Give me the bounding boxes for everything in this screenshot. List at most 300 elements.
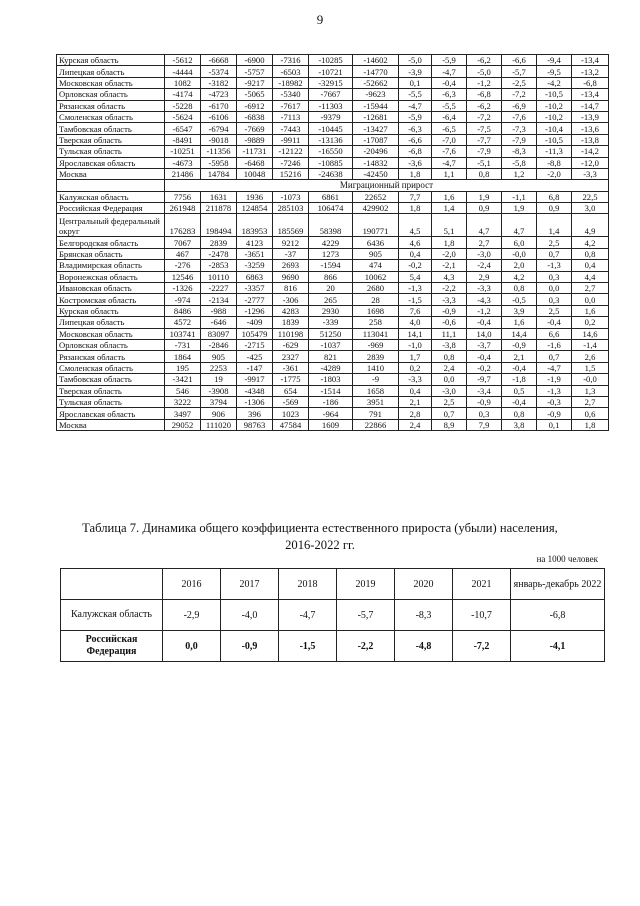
value-cell: -0,0 — [502, 248, 537, 259]
value-cell: 546 — [165, 385, 201, 396]
value-cell: 821 — [309, 351, 353, 362]
value-cell: 1,6 — [432, 191, 467, 202]
value-cell: -8491 — [165, 134, 201, 145]
value-cell: 98763 — [237, 419, 273, 430]
value-cell: -4,7 — [432, 66, 467, 77]
value-cell: -6668 — [201, 55, 237, 66]
table-row — [57, 328, 609, 339]
value-cell: -0,0 — [572, 374, 609, 385]
value-cell: -1594 — [309, 260, 353, 271]
value-cell: -3,3 — [572, 168, 609, 179]
value-cell: 9690 — [273, 271, 309, 282]
value-cell: -11356 — [201, 146, 237, 157]
value-cell: 3,0 — [572, 203, 609, 214]
table-row — [57, 339, 609, 350]
value-cell: -0,9 — [537, 408, 572, 419]
value-cell: 258 — [353, 317, 399, 328]
value-cell: -1775 — [273, 374, 309, 385]
value-cell: -1,3 — [399, 283, 432, 294]
value-cell: 11,1 — [432, 328, 467, 339]
value-cell: -974 — [165, 294, 201, 305]
value-cell: -9217 — [237, 77, 273, 88]
value-cell: -0,4 — [467, 351, 502, 362]
table-row — [57, 89, 609, 100]
value-cell: 4283 — [273, 305, 309, 316]
value-cell: -12,0 — [572, 157, 609, 168]
value-cell: -7,2 — [502, 89, 537, 100]
region-cell: Калужская область — [61, 600, 163, 631]
value-cell: -0,4 — [502, 396, 537, 407]
value-cell: -5,5 — [432, 100, 467, 111]
value-cell: -11,3 — [537, 146, 572, 157]
table-row — [57, 214, 609, 237]
value-cell: 0,8 — [467, 168, 502, 179]
value-cell: -1514 — [309, 385, 353, 396]
value-cell: -1037 — [309, 339, 353, 350]
value-cell: -0,5 — [502, 294, 537, 305]
value-cell: 190771 — [353, 214, 399, 237]
value-cell: -14602 — [353, 55, 399, 66]
value-cell: 10062 — [353, 271, 399, 282]
value-cell: 2,7 — [467, 237, 502, 248]
value-cell: -5,8 — [502, 157, 537, 168]
region-cell: Москва — [57, 168, 165, 179]
value-cell: 4,3 — [432, 271, 467, 282]
value-cell: -9917 — [237, 374, 273, 385]
value-cell: -7,2 — [467, 111, 502, 122]
value-cell: 0,2 — [399, 362, 432, 373]
value-cell: -3651 — [237, 248, 273, 259]
table-row — [57, 77, 609, 88]
value-cell: -306 — [273, 294, 309, 305]
value-cell: -1,3 — [537, 260, 572, 271]
value-cell: 0,1 — [537, 419, 572, 430]
value-cell: -12681 — [353, 111, 399, 122]
value-cell: 265 — [309, 294, 353, 305]
value-cell: -10721 — [309, 66, 353, 77]
value-cell: -8,3 — [502, 146, 537, 157]
table-row — [57, 408, 609, 419]
value-cell: 905 — [353, 248, 399, 259]
value-cell: -5,5 — [399, 89, 432, 100]
value-cell: -6,8 — [572, 77, 609, 88]
value-cell: -18982 — [273, 77, 309, 88]
value-cell: 0,8 — [432, 351, 467, 362]
value-cell: 285103 — [273, 203, 309, 214]
value-cell: -14,2 — [572, 146, 609, 157]
value-cell: -969 — [353, 339, 399, 350]
value-cell: -0,2 — [467, 362, 502, 373]
value-cell: 110198 — [273, 328, 309, 339]
value-cell: 6863 — [237, 271, 273, 282]
value-cell: -6,2 — [467, 55, 502, 66]
column-header: 2021 — [453, 569, 511, 600]
value-cell: -4,7 — [432, 157, 467, 168]
value-cell: -3,0 — [467, 248, 502, 259]
value-cell: 0,8 — [502, 408, 537, 419]
value-cell: 2,0 — [502, 260, 537, 271]
value-cell: 1,5 — [572, 362, 609, 373]
value-cell: -1,2 — [467, 77, 502, 88]
value-cell: -3259 — [237, 260, 273, 271]
table-row — [57, 283, 609, 294]
value-cell: -13,4 — [572, 55, 609, 66]
value-cell: -9 — [353, 374, 399, 385]
value-cell: 2,1 — [399, 396, 432, 407]
value-cell: 2,6 — [572, 351, 609, 362]
region-cell: Калужская область — [57, 191, 165, 202]
value-cell: 1410 — [353, 362, 399, 373]
value-cell: 0,7 — [537, 351, 572, 362]
value-cell: -7,6 — [502, 111, 537, 122]
value-cell: -1,2 — [467, 305, 502, 316]
value-cell: -5612 — [165, 55, 201, 66]
value-cell: 396 — [237, 408, 273, 419]
value-cell: -13,6 — [572, 123, 609, 134]
value-cell: -988 — [201, 305, 237, 316]
table-row — [57, 305, 609, 316]
table-row — [57, 374, 609, 385]
value-cell: 3,9 — [502, 305, 537, 316]
value-cell: -4174 — [165, 89, 201, 100]
table-row — [57, 385, 609, 396]
region-cell: Воронежская область — [57, 271, 165, 282]
value-cell: -2715 — [237, 339, 273, 350]
value-cell: 6861 — [309, 191, 353, 202]
value-cell: 22,5 — [572, 191, 609, 202]
value-cell: 8,9 — [432, 419, 467, 430]
value-cell: -3,9 — [399, 66, 432, 77]
value-cell: 12546 — [165, 271, 201, 282]
value-cell: 906 — [201, 408, 237, 419]
value-cell: -9018 — [201, 134, 237, 145]
value-cell: -6170 — [201, 100, 237, 111]
region-cell: Орловская область — [57, 89, 165, 100]
value-cell: -10,2 — [537, 111, 572, 122]
value-cell: -2,2 — [337, 631, 395, 662]
value-cell: -10,4 — [537, 123, 572, 134]
region-cell: Смоленская область — [57, 362, 165, 373]
value-cell: -2,4 — [467, 260, 502, 271]
value-cell: 0,3 — [467, 408, 502, 419]
value-cell: -7,2 — [453, 631, 511, 662]
region-cell: Тверская область — [57, 134, 165, 145]
value-cell: 4,4 — [572, 271, 609, 282]
value-cell: 1,9 — [502, 203, 537, 214]
value-cell: -0,4 — [502, 362, 537, 373]
value-cell: -2846 — [201, 339, 237, 350]
value-cell: 1273 — [309, 248, 353, 259]
value-cell: 1658 — [353, 385, 399, 396]
value-cell: 51250 — [309, 328, 353, 339]
table-row — [61, 600, 605, 631]
value-cell: 816 — [273, 283, 309, 294]
value-cell: -569 — [273, 396, 309, 407]
value-cell: -2134 — [201, 294, 237, 305]
value-cell: 4,5 — [399, 214, 432, 237]
value-cell: -7617 — [273, 100, 309, 111]
value-cell: 4123 — [237, 237, 273, 248]
value-cell: 1,2 — [502, 168, 537, 179]
value-cell: 185569 — [273, 214, 309, 237]
value-cell: -425 — [237, 351, 273, 362]
value-cell: -14,7 — [572, 100, 609, 111]
value-cell: 0,4 — [399, 385, 432, 396]
value-cell: 3497 — [165, 408, 201, 419]
value-cell: 113041 — [353, 328, 399, 339]
table-row — [57, 146, 609, 157]
value-cell: -11731 — [237, 146, 273, 157]
value-cell: 58398 — [309, 214, 353, 237]
value-cell: 4,2 — [502, 271, 537, 282]
value-cell: -646 — [201, 317, 237, 328]
value-cell: 0,9 — [467, 203, 502, 214]
value-cell: 5,1 — [432, 214, 467, 237]
value-cell: -5,9 — [399, 111, 432, 122]
table-row — [57, 351, 609, 362]
value-cell: 0,7 — [537, 248, 572, 259]
value-cell: -7,6 — [432, 146, 467, 157]
value-cell: 105479 — [237, 328, 273, 339]
value-cell: 0,3 — [537, 271, 572, 282]
value-cell: 4229 — [309, 237, 353, 248]
column-header — [61, 569, 163, 600]
value-cell: -7113 — [273, 111, 309, 122]
value-cell: -361 — [273, 362, 309, 373]
region-cell: Ярославская область — [57, 408, 165, 419]
value-cell: -6,8 — [467, 89, 502, 100]
value-cell: 1839 — [273, 317, 309, 328]
value-cell: -14832 — [353, 157, 399, 168]
value-cell: -147 — [237, 362, 273, 373]
value-cell: -0,2 — [399, 260, 432, 271]
value-cell: -14770 — [353, 66, 399, 77]
value-cell: -4,2 — [537, 77, 572, 88]
value-cell: -12122 — [273, 146, 309, 157]
value-cell: -3421 — [165, 374, 201, 385]
table-row — [57, 237, 609, 248]
table-row — [57, 271, 609, 282]
value-cell: 9212 — [273, 237, 309, 248]
value-cell: -37 — [273, 248, 309, 259]
value-cell: 5,4 — [399, 271, 432, 282]
value-cell: -0,3 — [537, 396, 572, 407]
table-row — [57, 317, 609, 328]
region-cell: Рязанская область — [57, 100, 165, 111]
value-cell: -13,2 — [572, 66, 609, 77]
value-cell: -629 — [273, 339, 309, 350]
value-cell: -10,5 — [537, 89, 572, 100]
value-cell: -9,4 — [537, 55, 572, 66]
region-cell: Российская Федерация — [61, 631, 163, 662]
table-row — [57, 123, 609, 134]
value-cell: 14,4 — [502, 328, 537, 339]
value-cell: -4,3 — [467, 294, 502, 305]
value-cell: 3,8 — [502, 419, 537, 430]
value-cell: 4,7 — [467, 214, 502, 237]
region-cell: Тверская область — [57, 385, 165, 396]
value-cell: -6,8 — [399, 146, 432, 157]
value-cell: 1023 — [273, 408, 309, 419]
value-cell: -42450 — [353, 168, 399, 179]
value-cell: 0,6 — [572, 408, 609, 419]
value-cell: 1936 — [237, 191, 273, 202]
table7-caption — [0, 520, 640, 554]
column-header: 2018 — [279, 569, 337, 600]
value-cell: 1082 — [165, 77, 201, 88]
region-cell: Курская область — [57, 55, 165, 66]
value-cell: -9,5 — [537, 66, 572, 77]
value-cell: 2930 — [309, 305, 353, 316]
value-cell: -0,9 — [467, 396, 502, 407]
value-cell: -1803 — [309, 374, 353, 385]
page-number: 9 — [316, 12, 324, 27]
value-cell: 176283 — [165, 214, 201, 237]
value-cell: 0,8 — [572, 248, 609, 259]
section-title: Миграционный прирост — [165, 180, 609, 191]
value-cell: -10251 — [165, 146, 201, 157]
value-cell: -4348 — [237, 385, 273, 396]
value-cell: 2839 — [201, 237, 237, 248]
region-cell: Тульская область — [57, 396, 165, 407]
value-cell: 2,7 — [572, 283, 609, 294]
value-cell: 2,4 — [399, 419, 432, 430]
value-cell: 4,0 — [399, 317, 432, 328]
value-cell: -10885 — [309, 157, 353, 168]
value-cell: -7,7 — [467, 134, 502, 145]
value-cell: -13,4 — [572, 89, 609, 100]
value-cell: 0,9 — [537, 203, 572, 214]
value-cell: 2,5 — [432, 396, 467, 407]
region-cell: Костромская область — [57, 294, 165, 305]
value-cell: 0,5 — [502, 385, 537, 396]
table-row — [57, 55, 609, 66]
value-cell: 28 — [353, 294, 399, 305]
value-cell: -7,3 — [502, 123, 537, 134]
value-cell: -8,3 — [395, 600, 453, 631]
region-cell: Центральный федеральный округ — [57, 214, 165, 237]
region-cell: Владимирская область — [57, 260, 165, 271]
value-cell: -6,2 — [467, 100, 502, 111]
header-row — [61, 569, 605, 600]
value-cell: -2,9 — [163, 600, 221, 631]
value-cell: -6547 — [165, 123, 201, 134]
value-cell: -339 — [309, 317, 353, 328]
value-cell: -7,0 — [432, 134, 467, 145]
value-cell: 0,2 — [572, 317, 609, 328]
value-cell: 7756 — [165, 191, 201, 202]
value-cell: -10445 — [309, 123, 353, 134]
value-cell: 0,4 — [399, 248, 432, 259]
value-cell: -1,0 — [399, 339, 432, 350]
value-cell: 19 — [201, 374, 237, 385]
column-header: 2020 — [395, 569, 453, 600]
value-cell: -8,8 — [537, 157, 572, 168]
value-cell: 14784 — [201, 168, 237, 179]
value-cell: -0,4 — [537, 317, 572, 328]
value-cell: 866 — [309, 271, 353, 282]
region-cell: Ивановская область — [57, 283, 165, 294]
value-cell: -2478 — [201, 248, 237, 259]
value-cell: -5065 — [237, 89, 273, 100]
value-cell: -3,3 — [432, 294, 467, 305]
value-cell: -6,6 — [399, 134, 432, 145]
value-cell: -1,5 — [399, 294, 432, 305]
value-cell: -10285 — [309, 55, 353, 66]
value-cell: -13,9 — [572, 111, 609, 122]
value-cell: -4,7 — [537, 362, 572, 373]
value-cell: -3357 — [237, 283, 273, 294]
value-cell: -0,4 — [467, 317, 502, 328]
region-cell: Орловская область — [57, 339, 165, 350]
value-cell: -1073 — [273, 191, 309, 202]
value-cell: 6436 — [353, 237, 399, 248]
value-cell: -6468 — [237, 157, 273, 168]
table7-caption-line1: Таблица 7. Динамика общего коэффициента естественного прироста (убыли) населения, — [82, 521, 558, 535]
value-cell: -1,3 — [537, 385, 572, 396]
value-cell: -10,7 — [453, 600, 511, 631]
value-cell: -6900 — [237, 55, 273, 66]
value-cell: 21486 — [165, 168, 201, 179]
value-cell: 1631 — [201, 191, 237, 202]
value-cell: 791 — [353, 408, 399, 419]
value-cell: -5,7 — [502, 66, 537, 77]
value-cell: 4,2 — [572, 237, 609, 248]
region-cell: Белгородская область — [57, 237, 165, 248]
value-cell: 2,5 — [537, 305, 572, 316]
value-cell: 83097 — [201, 328, 237, 339]
value-cell: -0,4 — [432, 77, 467, 88]
value-cell: -276 — [165, 260, 201, 271]
value-cell: -4289 — [309, 362, 353, 373]
value-cell: -2,0 — [537, 168, 572, 179]
value-cell: 4,6 — [399, 237, 432, 248]
region-cell: Рязанская область — [57, 351, 165, 362]
value-cell: 2327 — [273, 351, 309, 362]
value-cell: -1,8 — [502, 374, 537, 385]
value-cell: 10048 — [237, 168, 273, 179]
region-cell: Липецкая область — [57, 317, 165, 328]
section-row — [57, 180, 609, 191]
value-cell: 22652 — [353, 191, 399, 202]
value-cell: -1326 — [165, 283, 201, 294]
value-cell: -7669 — [237, 123, 273, 134]
value-cell: 4,7 — [502, 214, 537, 237]
value-cell: 4572 — [165, 317, 201, 328]
value-cell: -1,6 — [537, 339, 572, 350]
value-cell: -17087 — [353, 134, 399, 145]
value-cell: -16550 — [309, 146, 353, 157]
table-row — [57, 100, 609, 111]
value-cell: -4673 — [165, 157, 201, 168]
value-cell: 2,7 — [572, 396, 609, 407]
value-cell: 106474 — [309, 203, 353, 214]
value-cell: 474 — [353, 260, 399, 271]
value-cell: -9889 — [237, 134, 273, 145]
table-row — [57, 111, 609, 122]
value-cell: 10110 — [201, 271, 237, 282]
region-cell: Брянская область — [57, 248, 165, 259]
value-cell: 29052 — [165, 419, 201, 430]
value-cell: 0,0 — [537, 283, 572, 294]
value-cell: 905 — [201, 351, 237, 362]
column-header: 2019 — [337, 569, 395, 600]
value-cell: -6,6 — [502, 55, 537, 66]
value-cell: 2,4 — [432, 362, 467, 373]
value-cell: 47584 — [273, 419, 309, 430]
value-cell: 8486 — [165, 305, 201, 316]
value-cell: -9379 — [309, 111, 353, 122]
